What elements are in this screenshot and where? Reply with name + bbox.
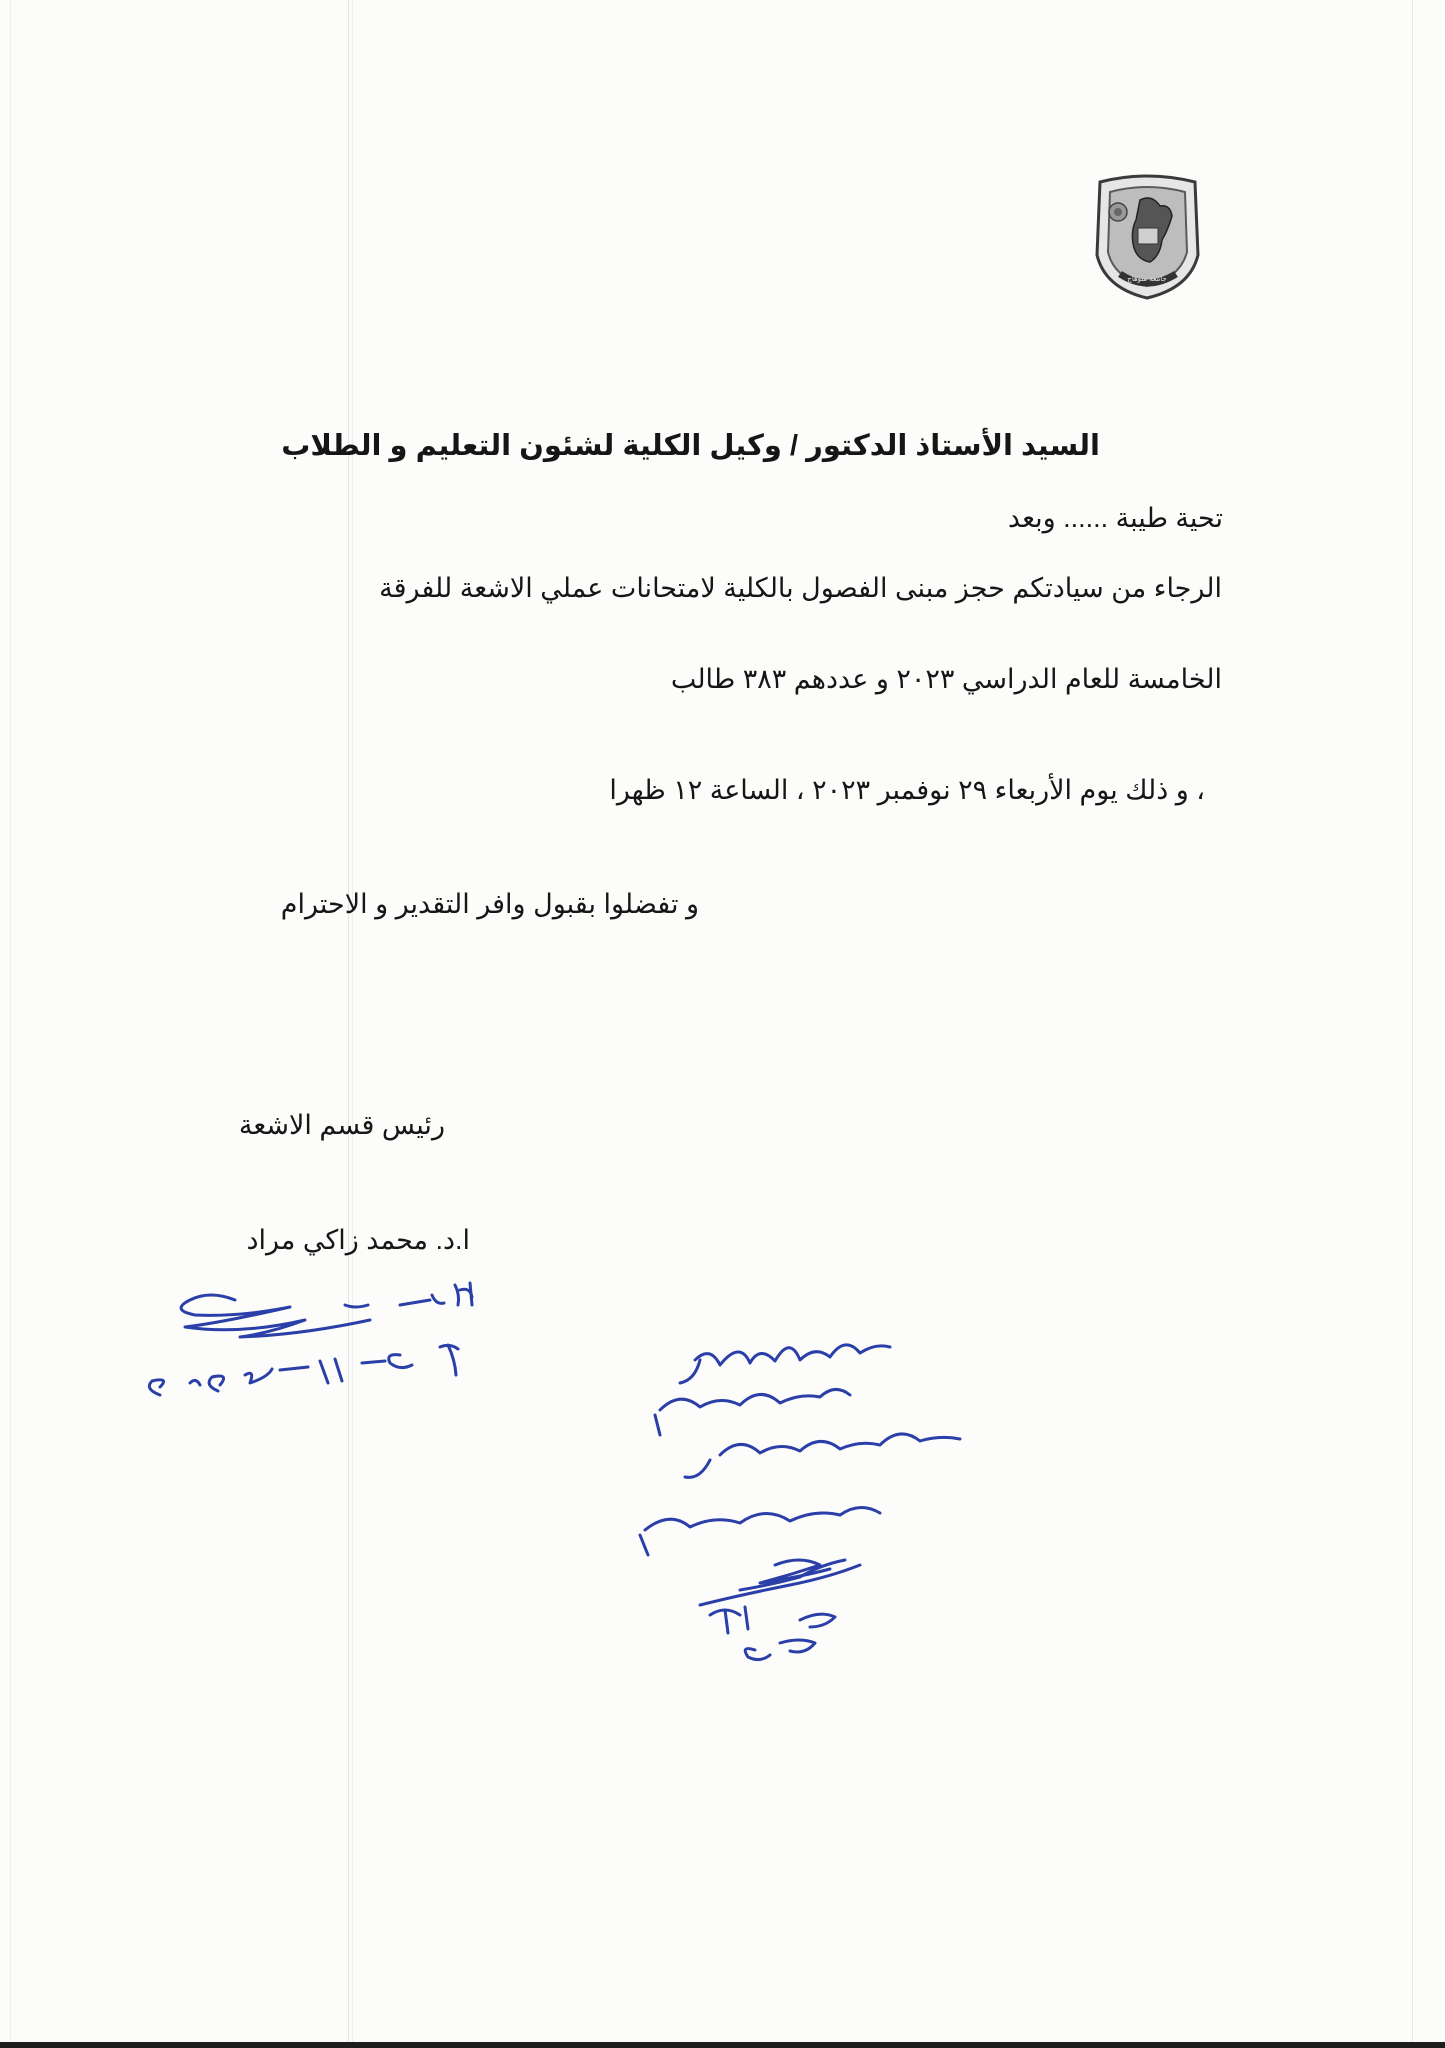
- handwritten-signature: [181, 1283, 472, 1337]
- scan-artifact-line: [348, 0, 349, 2048]
- university-seal-icon: [1090, 170, 1205, 300]
- seal-caption: جامعة سوهاج: [1127, 275, 1167, 283]
- letter-body-line: الرجاء من سيادتكم حجز مبنى الفصول بالكلية لامتحانات عملي الاشعة للفرقة: [379, 573, 1222, 603]
- scan-artifact-line: [10, 0, 11, 2048]
- signatory-name: ا.د. محمد زاكي مراد: [246, 1225, 470, 1255]
- letter-body-line: ، و ذلك يوم الأربعاء ٢٩ نوفمبر ٢٠٢٣ ، الساعة ١٢ ظهرا: [609, 775, 1205, 805]
- letter-salutation: السيد الأستاذ الدكتور / وكيل الكلية لشئون التعليم و الطلاب: [281, 430, 1100, 462]
- letter-body-line: الخامسة للعام الدراسي ٢٠٢٣ و عددهم ٣٨٣ طالب: [670, 664, 1222, 694]
- scan-artifact-line: [352, 0, 353, 2048]
- handwritten-date-left: [149, 1345, 458, 1395]
- handwritten-annotations: [100, 1265, 1100, 1715]
- signatory-title: رئيس قسم الاشعة: [238, 1110, 445, 1140]
- scan-edge-shadow: [0, 2042, 1445, 2048]
- scan-artifact-line: [1412, 0, 1413, 2048]
- handwritten-note-right: [640, 1345, 960, 1660]
- letter-closing: و تفضلوا بقبول وافر التقدير و الاحترام: [280, 889, 699, 919]
- letter-greeting: تحية طيبة ...... وبعد: [1007, 503, 1223, 533]
